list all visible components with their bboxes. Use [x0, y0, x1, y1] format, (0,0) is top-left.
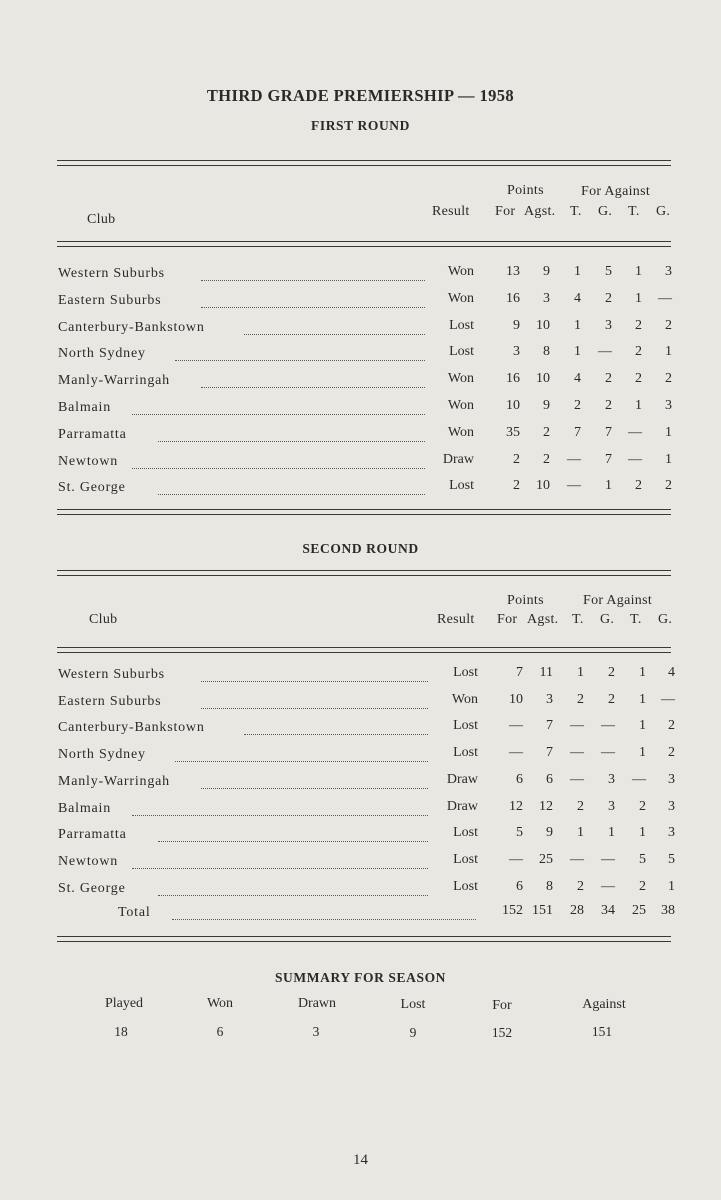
tries-for-cell: — — [570, 745, 584, 761]
points-for-cell: 7 — [516, 665, 523, 680]
points-against-cell: 11 — [539, 665, 553, 680]
table-row — [0, 290, 721, 313]
leader-dots — [132, 454, 425, 469]
club-name: St. George — [58, 480, 126, 496]
points-for-cell: 12 — [509, 798, 523, 814]
tries-for-cell: 2 — [577, 691, 584, 707]
goals-for-cell: — — [601, 718, 615, 734]
result-cell: Draw — [446, 771, 478, 787]
goals-against-cell: 3 — [665, 398, 672, 413]
club-header: Club — [87, 212, 116, 227]
tries-for-cell: 4 — [574, 290, 581, 306]
points-for-cell: 16 — [506, 290, 520, 306]
page-number: 14 — [353, 1152, 368, 1168]
tries-against-cell: 1 — [639, 691, 646, 707]
club-name: Manly-Warringah — [58, 773, 170, 789]
goals-for-cell: 2 — [605, 290, 612, 306]
points-against-cell: 12 — [539, 798, 553, 814]
points-for-cell: 35 — [506, 424, 520, 440]
goals-for-cell: 3 — [608, 771, 615, 787]
tries-for-cell: — — [570, 771, 584, 787]
leader-dots — [201, 774, 428, 789]
total-tries-against: 25 — [632, 903, 646, 918]
leader-dots — [132, 400, 425, 415]
tries-against-cell: 2 — [635, 478, 642, 494]
goals-against-cell: 1 — [665, 424, 672, 440]
tries-against-header: T. — [630, 612, 642, 627]
drawn-label: Drawn — [297, 996, 337, 1011]
result-cell: Draw — [442, 451, 474, 467]
goals-for-cell: — — [601, 745, 615, 761]
leader-dots — [132, 801, 428, 816]
goals-against-header: G. — [656, 204, 671, 219]
played-value: 18 — [114, 1024, 128, 1039]
points-against-cell: 6 — [546, 771, 553, 787]
club-name: Newtown — [58, 853, 119, 869]
result-cell: Won — [447, 424, 474, 440]
against-label: Against — [582, 997, 626, 1012]
tries-against-cell: — — [628, 451, 642, 467]
result-cell: Lost — [449, 478, 474, 494]
goals-against-cell: 2 — [668, 718, 675, 734]
result-cell: Won — [451, 691, 478, 707]
points-against-cell: 9 — [543, 264, 550, 279]
goals-for-cell: 3 — [605, 317, 612, 333]
table-row — [0, 424, 721, 447]
tries-against-cell: 1 — [639, 718, 646, 734]
goals-against-cell: 1 — [665, 451, 672, 467]
for-header: For — [497, 612, 518, 627]
points-against-cell: 25 — [539, 851, 553, 867]
points-for-cell: 2 — [513, 478, 520, 494]
club-name: Eastern Suburbs — [58, 292, 162, 308]
tries-against-cell: 5 — [639, 851, 646, 867]
tries-against-cell: 2 — [639, 798, 646, 814]
table-row — [0, 266, 721, 286]
goals-for-cell: 7 — [605, 451, 612, 467]
tries-for-cell: 2 — [577, 878, 584, 894]
tries-against-cell: 2 — [635, 317, 642, 333]
total-goals-against: 38 — [661, 903, 675, 918]
club-name: North Sydney — [58, 346, 146, 362]
leader-dots — [201, 667, 428, 682]
second-round-heading: SECOND ROUND — [302, 541, 419, 556]
agst-header: Agst. — [527, 612, 559, 627]
first-round-top-rule — [57, 160, 671, 166]
result-header: Result — [437, 612, 475, 627]
tries-for-cell: 1 — [577, 825, 584, 841]
total-for: 152 — [502, 903, 523, 918]
goals-for-cell: — — [601, 851, 615, 867]
tries-against-cell: 2 — [635, 344, 642, 360]
club-name: Western Suburbs — [58, 266, 165, 281]
goals-against-cell: 1 — [668, 878, 675, 894]
first-round-bottom-rule — [57, 509, 671, 515]
tries-against-cell: 1 — [639, 665, 646, 680]
club-header: Club — [89, 612, 118, 627]
leader-dots — [158, 827, 428, 842]
drawn-value: 3 — [312, 1024, 320, 1039]
result-cell: Won — [447, 264, 474, 279]
goals-against-cell: 4 — [668, 665, 675, 680]
goals-against-cell: 2 — [665, 478, 672, 494]
won-value: 6 — [216, 1024, 224, 1039]
leader-dots — [201, 266, 425, 281]
second-round-header-rule — [57, 647, 671, 653]
table-row — [0, 878, 721, 901]
tries-against-cell: 1 — [635, 398, 642, 413]
lost-value: 9 — [409, 1025, 417, 1040]
points-against-cell: 8 — [543, 344, 550, 360]
points-for-cell: 2 — [513, 451, 520, 467]
tries-against-cell: 1 — [635, 264, 642, 279]
points-against-cell: 10 — [536, 317, 550, 333]
tries-for-cell: 1 — [577, 665, 584, 680]
second-round-top-rule — [57, 570, 671, 576]
for-label: For — [492, 998, 512, 1013]
total-row — [0, 905, 721, 925]
club-name: Parramatta — [58, 426, 127, 442]
goals-against-cell: 2 — [665, 317, 672, 333]
result-cell: Won — [447, 398, 474, 413]
for-value: 152 — [491, 1025, 513, 1040]
leader-dots — [175, 747, 428, 762]
points-against-cell: 9 — [543, 398, 550, 413]
won-label: Won — [206, 996, 234, 1011]
first-round-heading: FIRST ROUND — [311, 118, 410, 133]
leader-dots — [132, 854, 428, 869]
points-header: Points — [507, 593, 544, 608]
points-for-cell: 6 — [516, 878, 523, 894]
points-against-cell: 2 — [543, 424, 550, 440]
against-value: 151 — [591, 1024, 613, 1039]
club-name: North Sydney — [58, 747, 146, 763]
club-name: Balmain — [58, 400, 112, 415]
club-name: Newtown — [58, 453, 119, 469]
club-name: Manly-Warringah — [58, 373, 170, 389]
goals-for-cell: — — [598, 344, 612, 360]
points-for-cell: 10 — [509, 691, 523, 707]
second-round-bottom-rule — [57, 936, 671, 942]
goals-against-cell: 5 — [668, 851, 675, 867]
total-tries-for: 28 — [570, 903, 584, 918]
points-against-cell: 3 — [543, 290, 550, 306]
goals-against-cell: 2 — [668, 745, 675, 761]
points-against-cell: 8 — [546, 878, 553, 894]
goals-for-header: G. — [598, 204, 613, 219]
result-cell: Lost — [453, 745, 478, 761]
table-row — [0, 771, 721, 794]
points-for-cell: 13 — [506, 264, 520, 279]
goals-against-cell: 2 — [665, 371, 672, 387]
points-against-cell: 2 — [543, 451, 550, 467]
goals-for-cell: 1 — [605, 478, 612, 494]
table-row — [0, 480, 721, 500]
tries-for-cell: 2 — [577, 798, 584, 814]
result-cell: Won — [447, 371, 474, 387]
played-label: Played — [104, 996, 144, 1011]
tries-for-cell: 1 — [574, 317, 581, 333]
goals-against-cell: 3 — [665, 264, 672, 279]
total-goals-for: 34 — [601, 903, 615, 918]
total-agst: 151 — [532, 903, 553, 918]
result-cell: Lost — [453, 825, 478, 841]
result-cell: Draw — [446, 798, 478, 814]
goals-against-cell: — — [661, 691, 675, 707]
tries-against-header: T. — [628, 204, 640, 219]
tries-against-cell: 2 — [639, 878, 646, 894]
leader-dots — [158, 881, 428, 896]
tries-for-cell: 4 — [574, 371, 581, 387]
points-against-cell: 9 — [546, 825, 553, 841]
leader-dots — [201, 694, 428, 709]
result-cell: Won — [447, 290, 474, 306]
goals-for-cell: 2 — [605, 398, 612, 413]
first-round-header-rule — [57, 241, 671, 247]
table-row — [0, 317, 721, 340]
club-name: Western Suburbs — [58, 667, 165, 682]
page-title: THIRD GRADE PREMIERSHIP — 1958 — [206, 86, 515, 105]
tries-against-cell: 1 — [635, 290, 642, 306]
points-for-cell: 9 — [513, 317, 520, 333]
table-row — [0, 373, 721, 393]
points-against-cell: 10 — [536, 371, 550, 387]
points-against-cell: 10 — [536, 478, 550, 494]
leader-dots — [158, 427, 425, 442]
club-name: St. George — [58, 880, 126, 896]
table-row — [0, 667, 721, 687]
agst-header: Agst. — [524, 204, 556, 219]
points-against-cell: 3 — [546, 691, 553, 707]
lost-label: Lost — [400, 997, 426, 1012]
goals-against-cell: — — [658, 290, 672, 306]
tries-for-cell: — — [567, 478, 581, 494]
goals-for-header: G. — [600, 612, 615, 627]
goals-for-cell: 3 — [608, 798, 615, 814]
goals-for-cell: 5 — [605, 264, 612, 279]
result-cell: Lost — [453, 878, 478, 894]
goals-against-cell: 3 — [668, 825, 675, 841]
table-row — [0, 400, 721, 420]
points-for-cell: 3 — [513, 344, 520, 360]
goals-for-cell: 2 — [605, 371, 612, 387]
points-for-cell: 10 — [506, 398, 520, 413]
tries-against-cell: 1 — [639, 745, 646, 761]
goals-against-cell: 1 — [665, 344, 672, 360]
tries-for-cell: 2 — [574, 398, 581, 413]
club-name: Eastern Suburbs — [58, 693, 162, 709]
points-for-cell: — — [509, 851, 523, 867]
tries-against-cell: 1 — [639, 825, 646, 841]
table-row — [0, 798, 721, 821]
leader-dots — [244, 720, 428, 735]
points-against-cell: 7 — [546, 745, 553, 761]
tries-for-cell: — — [570, 851, 584, 867]
table-row — [0, 827, 721, 847]
goals-for-cell: 2 — [608, 691, 615, 707]
goals-for-cell: — — [601, 878, 615, 894]
for-header: For — [495, 204, 516, 219]
tries-for-cell: 1 — [574, 264, 581, 279]
table-row — [0, 451, 721, 474]
tries-for-header: T. — [570, 204, 582, 219]
tries-against-cell: — — [628, 424, 642, 440]
tries-for-cell: — — [567, 451, 581, 467]
table-row — [0, 720, 721, 740]
result-header: Result — [432, 204, 470, 219]
goals-for-cell: 1 — [608, 825, 615, 841]
goals-against-header: G. — [658, 612, 673, 627]
result-cell: Lost — [453, 665, 478, 680]
table-row — [0, 851, 721, 874]
tries-against-cell: 2 — [635, 371, 642, 387]
summary-heading: SUMMARY FOR SEASON — [274, 970, 447, 985]
leader-dots — [172, 905, 476, 920]
goals-against-cell: 3 — [668, 771, 675, 787]
tries-for-cell: 7 — [574, 424, 581, 440]
goals-for-cell: 2 — [608, 665, 615, 680]
tries-for-header: T. — [572, 612, 584, 627]
points-for-cell: — — [509, 718, 523, 734]
points-against-cell: 7 — [546, 718, 553, 734]
goals-against-cell: 3 — [668, 798, 675, 814]
goals-for-cell: 7 — [605, 424, 612, 440]
result-cell: Lost — [449, 344, 474, 360]
points-for-cell: — — [509, 745, 523, 761]
leader-dots — [201, 373, 425, 388]
table-row — [0, 346, 721, 366]
tries-against-cell: — — [632, 771, 646, 787]
leader-dots — [158, 480, 425, 495]
tries-for-cell: 1 — [574, 344, 581, 360]
club-name: Canterbury-Bankstown — [58, 319, 205, 335]
for-against-header: For Against — [581, 184, 651, 199]
total-label: Total — [118, 905, 151, 920]
club-name: Balmain — [58, 800, 112, 816]
points-for-cell: 16 — [506, 371, 520, 387]
tries-for-cell: — — [570, 718, 584, 734]
result-cell: Lost — [453, 718, 478, 734]
points-for-cell: 5 — [516, 825, 523, 841]
for-against-header: For Against — [583, 593, 653, 608]
result-cell: Lost — [453, 851, 478, 867]
leader-dots — [175, 346, 425, 361]
leader-dots — [201, 293, 425, 308]
club-name: Parramatta — [58, 827, 127, 843]
points-header: Points — [507, 183, 544, 198]
club-name: Canterbury-Bankstown — [58, 720, 205, 736]
table-row — [0, 691, 721, 714]
leader-dots — [244, 320, 425, 335]
points-for-cell: 6 — [516, 771, 523, 787]
table-row — [0, 747, 721, 767]
result-cell: Lost — [449, 317, 474, 333]
